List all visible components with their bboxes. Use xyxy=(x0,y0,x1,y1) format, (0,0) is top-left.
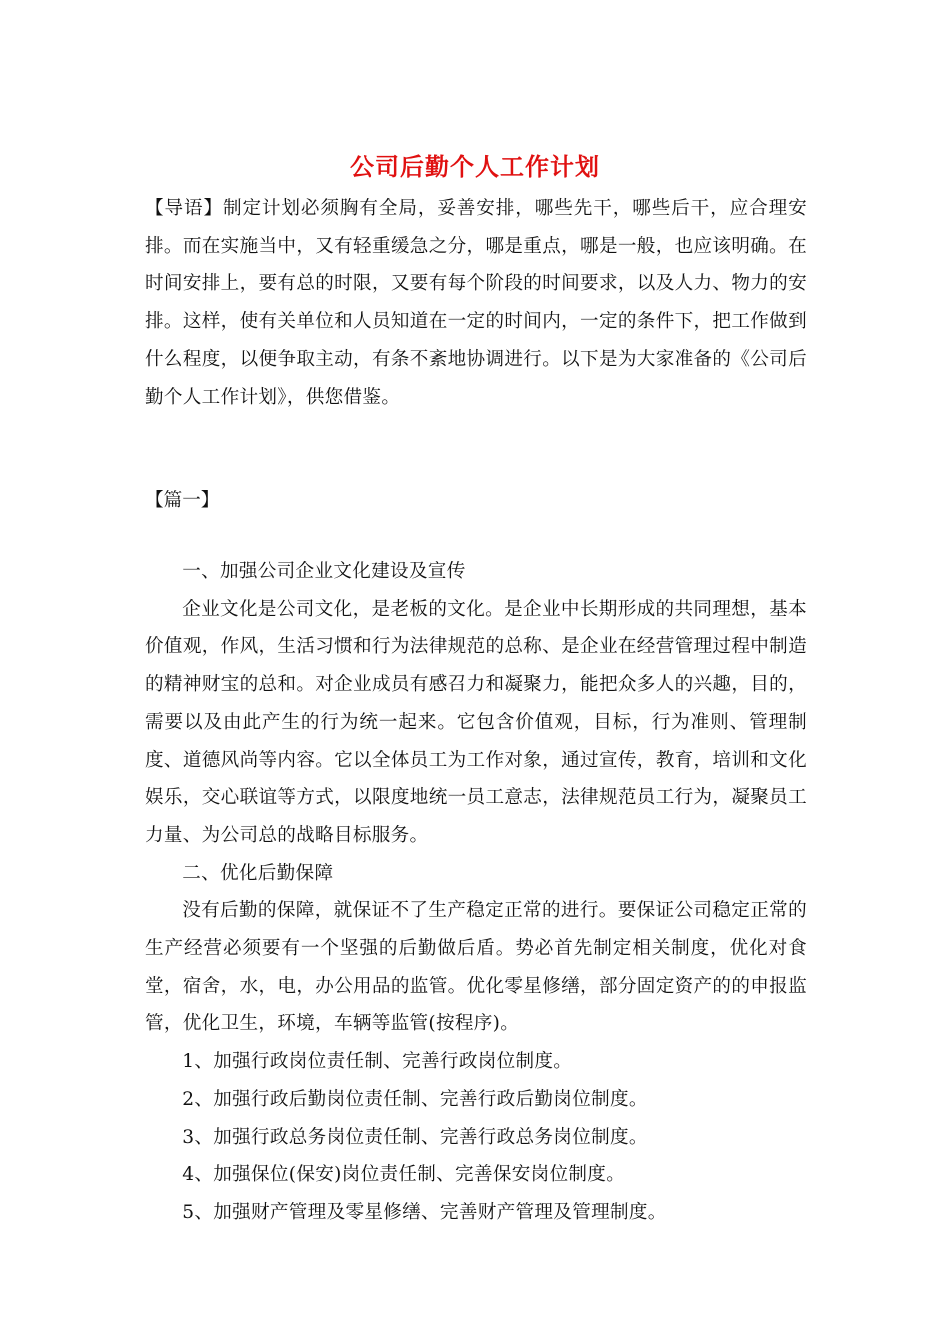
paragraph-logistics: 没有后勤的保障，就保证不了生产稳定正常的进行。要保证公司稳定正常的生产经营必须要有一个坚强的后勤做后盾。势必首先制定相关制度，优化对食堂，宿舍，水，电，办公用品的监管。优化零星修缮，部分固定资产的的申报监管，优化卫生，环境，车辆等监管(按程序)。 xyxy=(145,900,807,1035)
list-item-5: 5、加强财产管理及零星修缮、完善财产管理及管理制度。 xyxy=(182,1201,667,1223)
list-item-4: 4、加强保位(保安)岗位责任制、完善保安岗位制度。 xyxy=(182,1164,626,1186)
list-item-3: 3、加强行政总务岗位责任制、完善行政总务岗位制度。 xyxy=(182,1126,648,1148)
heading-2: 二、优化后勤保障 xyxy=(182,862,334,884)
body-text xyxy=(145,553,807,1232)
list-item-2: 2、加强行政后勤岗位责任制、完善行政后勤岗位制度。 xyxy=(182,1088,648,1110)
list-item-1: 1、加强行政岗位责任制、完善行政岗位制度。 xyxy=(182,1051,573,1073)
section-label: 【篇一】 xyxy=(145,490,220,511)
intro-paragraph: 【导语】制定计划必须胸有全局，妥善安排，哪些先干，哪些后干，应合理安排。而在实施当中，又有轻重缓急之分，哪是重点，哪是一般，也应该明确。在时间安排上，要有总的时限，又要有每个阶段的时间要求，以及人力、物力的安排。这样，使有关单位和人员知道在一定的时间内，一定的条件下，把工作做到什么程度，以便争取主动，有条不紊地协调进行。以下是为大家准备的《公司后勤个人工作计划》，供您借鉴。 xyxy=(145,198,807,408)
paragraph-culture: 企业文化是公司文化，是老板的文化。是企业中长期形成的共同理想，基本价值观，作风，生活习惯和行为法律规范的总称、是企业在经营管理过程中制造的精神财宝的总和。对企业成员有感召力和凝聚力，能把众多人的兴趣，目的，需要以及由此产生的行为统一起来。它包含价值观，目标，行为准则、管理制度、道德风尚等内容。它以全体员工为工作对象，通过宣传，教育，培训和文化娱乐，交心联谊等方式，以限度地统一员工意志，法律规范员工行为，凝聚员工力量、为公司总的战略目标服务。 xyxy=(145,598,807,846)
heading-1: 一、加强公司企业文化建设及宣传 xyxy=(182,561,466,582)
document-title: 公司后勤个人工作计划 xyxy=(350,152,600,181)
